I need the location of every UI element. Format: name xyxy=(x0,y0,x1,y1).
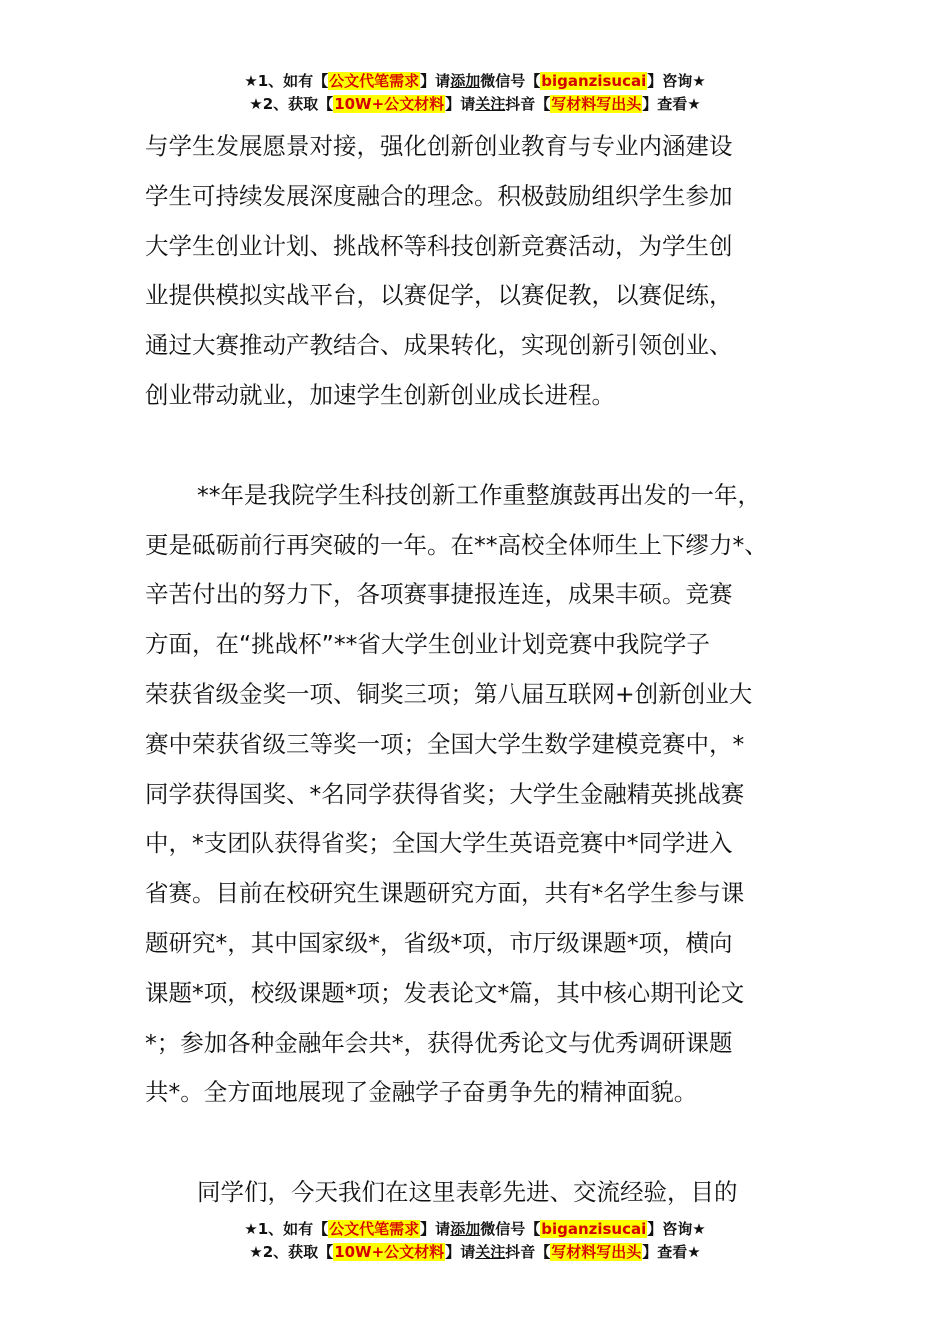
text-line: 课题*项，校级课题*项；发表论文*篇，其中核心期刊论文 xyxy=(145,978,745,1007)
text-line: 赛中荣获省级三等奖一项；全国大学生数学建模竞赛中，* xyxy=(145,729,745,758)
highlight-douyin-account: 写材料写出头 xyxy=(551,95,642,113)
paragraph-2 xyxy=(145,471,813,1118)
paragraph-3 xyxy=(145,1168,813,1218)
text-line: 业提供模拟实战平台，以赛促学，以赛促教，以赛促练， xyxy=(145,281,733,310)
star-icon: ★ xyxy=(249,1243,263,1261)
highlight-douyin-account: 写材料写出头 xyxy=(551,1243,642,1261)
highlight-service: 公文代笔需求 xyxy=(329,72,420,90)
star-icon: ★ xyxy=(249,95,263,113)
footer-banner xyxy=(0,1218,950,1264)
text-line: **年是我院学生科技创新工作重整旗鼓再出发的一年， xyxy=(197,480,761,509)
text-line: 辛苦付出的努力下，各项赛事捷报连连，成果丰硕。竞赛 xyxy=(145,580,733,609)
text-line: 中，*支团队获得省奖；全国大学生英语竞赛中*同学进入 xyxy=(145,829,733,858)
star-icon: ★ xyxy=(244,72,258,90)
highlight-materials: 10W+公文材料 xyxy=(334,95,445,113)
star-icon: ★ xyxy=(244,1220,258,1238)
text-line: 荣获省级金奖一项、铜奖三项；第八届互联网+创新创业大 xyxy=(145,679,753,708)
paragraph-1 xyxy=(145,122,813,421)
banner-line-2: ★2、获取【10W+公文材料】请关注抖音【写材料写出头】查看★ xyxy=(249,1243,701,1261)
highlight-service: 公文代笔需求 xyxy=(329,1220,420,1238)
text-line: 大学生创业计划、挑战杯等科技创新竞赛活动，为学生创 xyxy=(145,231,733,260)
banner-line-1: ★1、如有【公文代笔需求】请添加微信号【biganzisucai】咨询★ xyxy=(244,1220,706,1238)
text-line: 题研究*，其中国家级*，省级*项，市厅级课题*项，横向 xyxy=(145,928,733,957)
text-line: 学生可持续发展深度融合的理念。积极鼓励组织学生参加 xyxy=(145,181,733,210)
highlight-wechat-id: biganzisucai xyxy=(541,1220,647,1238)
text-line: *；参加各种金融年会共*，获得优秀论文与优秀调研课题 xyxy=(145,1028,733,1057)
text-line: 与学生发展愿景对接，强化创新创业教育与专业内涵建设 xyxy=(145,132,733,160)
text-line: 共*。全方面地展现了金融学子奋勇争先的精神面貌。 xyxy=(145,1078,698,1107)
text-line: 通过大赛推动产教结合、成果转化，实现创新引领创业、 xyxy=(145,331,733,360)
document-body xyxy=(145,122,813,1218)
text-line: 更是砥砺前行再突破的一年。在**高校全体师生上下缪力*、 xyxy=(145,530,768,559)
highlight-materials: 10W+公文材料 xyxy=(334,1243,445,1261)
text-line: 省赛。目前在校研究生课题研究方面，共有*名学生参与课 xyxy=(145,879,745,908)
text-line: 同学获得国奖、*名同学获得省奖；大学生金融精英挑战赛 xyxy=(145,779,745,808)
header-banner xyxy=(0,70,950,116)
text-line: 创业带动就业，加速学生创新创业成长进程。 xyxy=(145,380,615,409)
highlight-wechat-id: biganzisucai xyxy=(541,72,647,90)
banner-line-1: ★1、如有【公文代笔需求】请添加微信号【biganzisucai】咨询★ xyxy=(244,72,706,90)
text-line: 同学们，今天我们在这里表彰先进、交流经验，目的 xyxy=(197,1178,738,1207)
text-line: 方面，在“挑战杯”**省大学生创业计划竞赛中我院学子 xyxy=(145,630,710,659)
banner-line-2: ★2、获取【10W+公文材料】请关注抖音【写材料写出头】查看★ xyxy=(249,95,701,113)
